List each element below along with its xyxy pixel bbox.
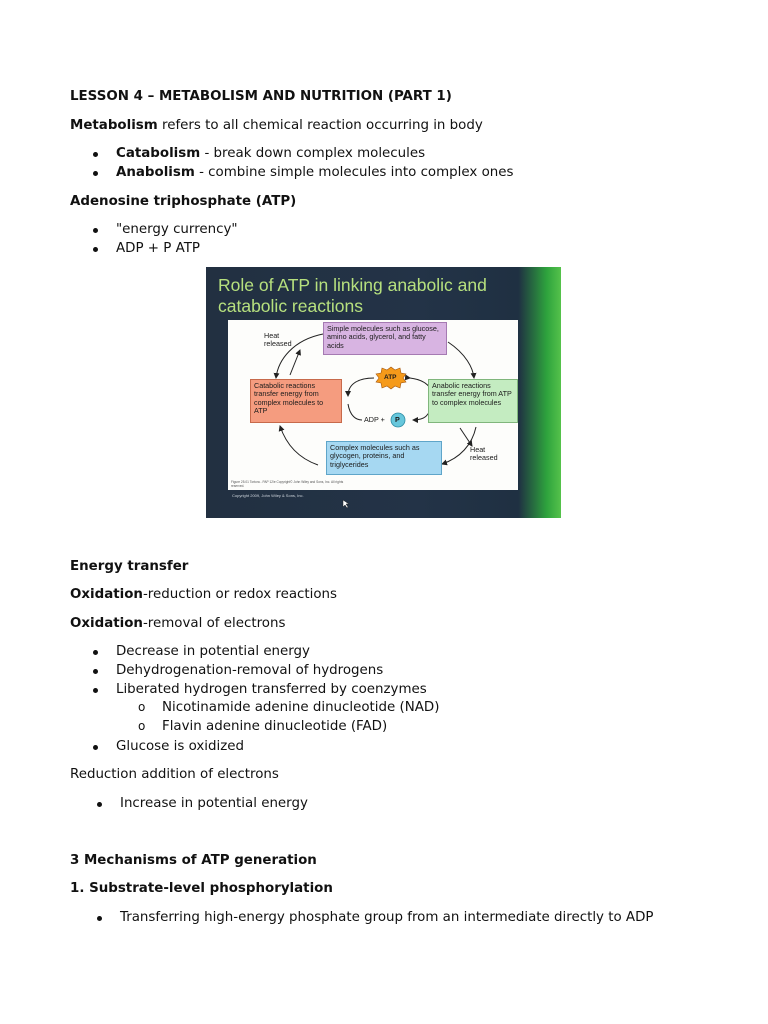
- list-item-text: Decrease in potential energy: [116, 644, 310, 659]
- sub-bullet-icon: o: [138, 719, 146, 733]
- sub-bullet-icon: o: [138, 700, 146, 714]
- list-item: [116, 241, 200, 256]
- list-item-text: Glucose is oxidized: [116, 739, 244, 754]
- list-item: [116, 222, 238, 237]
- oxidation-term: Oxidation: [70, 616, 143, 631]
- anabolic-box: Anabolic reactions transfer energy from ATP to complex molecules: [428, 379, 518, 423]
- heat-released-label: Heat released: [470, 445, 498, 463]
- list-item-text: Transferring high-energy phosphate group from an intermediate directly to ADP: [120, 910, 654, 925]
- slide-title: Role of ATP in linking anabolic and catabolic reactions: [218, 275, 487, 316]
- sub-list-item: [138, 719, 388, 734]
- redox-term: Oxidation: [70, 587, 143, 602]
- list-item-text: Dehydrogenation-removal of hydrogens: [116, 663, 384, 678]
- diagram-panel: [228, 320, 518, 490]
- redox-line: [70, 587, 337, 602]
- sub-list-item: [138, 700, 440, 715]
- page-title: LESSON 4 – METABOLISM AND NUTRITION (PART 1): [70, 89, 452, 104]
- figure-credit: Figure 25.01 Tortora - PAP 12/e Copyright© John Wiley and Sons, Inc. All rights reserved.: [231, 480, 344, 488]
- list-item: [120, 910, 653, 925]
- atp-heading: Adenosine triphosphate (ATP): [70, 194, 297, 209]
- sub-list-item-text: Nicotinamide adenine dinucleotide (NAD): [162, 700, 440, 715]
- atp-diagram-slide: [206, 267, 561, 518]
- bullet-icon: [97, 916, 102, 921]
- phosphate-label: P: [395, 415, 400, 424]
- bullet-icon: [93, 745, 98, 750]
- energy-transfer-heading: Energy transfer: [70, 559, 189, 574]
- bullet-icon: [93, 171, 98, 176]
- anabolism-text: - combine simple molecules into complex ones: [194, 165, 514, 180]
- mechanisms-heading: 3 Mechanisms of ATP generation: [70, 853, 317, 868]
- list-item-text: Increase in potential energy: [120, 796, 308, 811]
- bullet-icon: [93, 669, 98, 674]
- slide-copyright: Copyright 2009, John Wiley & Sons, Inc.: [232, 493, 304, 498]
- metabolism-text: refers to all chemical reaction occurring in body: [157, 118, 483, 133]
- catabolic-box: Catabolic reactions transfer energy from complex molecules to ATP: [250, 379, 342, 423]
- simple-molecules-box: Simple molecules such as glucose, amino acids, glycerol, and fatty acids: [323, 322, 447, 355]
- redox-text: -reduction or redox reactions: [142, 587, 338, 602]
- list-item: [116, 682, 427, 697]
- list-item-text: Liberated hydrogen transferred by coenzymes: [116, 682, 427, 697]
- substrate-heading: 1. Substrate-level phosphorylation: [70, 881, 333, 896]
- atp-label: ATP: [384, 374, 397, 381]
- heat-released-label: Heat released: [264, 331, 292, 349]
- oxidation-text: -removal of electrons: [142, 616, 286, 631]
- catabolism-term: Catabolism: [116, 146, 201, 161]
- sub-list-item-text: Flavin adenine dinucleotide (FAD): [162, 719, 388, 734]
- bullet-icon: [93, 247, 98, 252]
- list-item-text: ADP + P ATP: [116, 241, 200, 256]
- bullet-icon: [93, 688, 98, 693]
- metabolism-term: Metabolism: [70, 118, 158, 133]
- list-item: [116, 644, 310, 659]
- list-item: [116, 165, 513, 180]
- list-item: [116, 663, 383, 678]
- list-item-text: "energy currency": [116, 222, 238, 237]
- bullet-icon: [97, 802, 102, 807]
- list-item: [116, 739, 244, 754]
- metabolism-definition: [70, 118, 483, 133]
- complex-molecules-box: Complex molecules such as glycogen, proteins, and triglycerides: [326, 441, 442, 475]
- bullet-icon: [93, 650, 98, 655]
- list-item: [116, 146, 425, 161]
- bullet-icon: [93, 152, 98, 157]
- oxidation-line: [70, 616, 285, 631]
- list-item: [120, 796, 308, 811]
- cursor-icon: [342, 499, 350, 509]
- adp-label: ADP +: [364, 415, 385, 424]
- reduction-line: Reduction addition of electrons: [70, 767, 279, 782]
- bullet-icon: [93, 228, 98, 233]
- catabolism-text: - break down complex molecules: [200, 146, 426, 161]
- anabolism-term: Anabolism: [116, 165, 195, 180]
